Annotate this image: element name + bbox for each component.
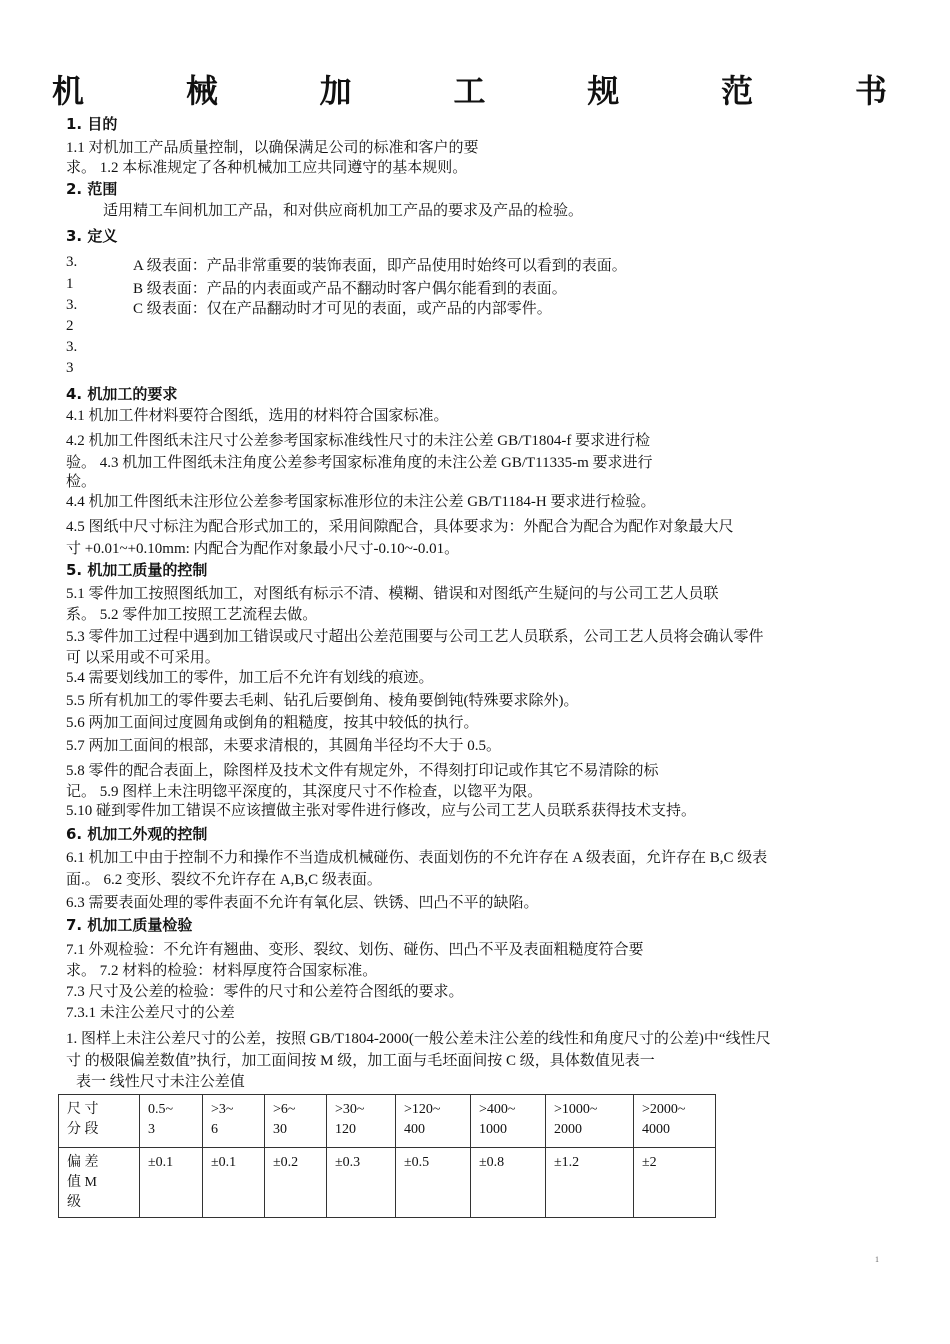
deviation-cell: ±0.1: [140, 1148, 203, 1218]
definition-number: 3.: [66, 339, 78, 355]
title-char: 机: [52, 72, 85, 110]
paragraph-line: 6.3 需要表面处理的零件表面不允许有氧化层、铁锈、凹凸不平的缺陷。: [66, 895, 539, 911]
paragraph-line: 求。 1.2 本标准规定了各种机械加工应共同遵守的基本规则。: [66, 160, 468, 176]
paragraph-line: 系。 5.2 零件加工按照工艺流程去做。: [66, 607, 318, 623]
title-char: 规: [587, 72, 620, 110]
section-heading-quality-control: 5. 机加工质量的控制: [66, 561, 208, 579]
deviation-cell: ±1.2: [546, 1148, 634, 1218]
document-title: [52, 66, 887, 112]
definition-number: 3.: [66, 297, 78, 313]
paragraph-line: 面.。 6.2 变形、裂纹不允许存在 A,B,C 级表面。: [66, 872, 382, 888]
range-cell: >3~ 6: [203, 1095, 265, 1148]
paragraph-line: 5.10 碰到零件加工错误不应该擅做主张对零件进行修改，应与公司工艺人员联系获得技术支持。: [66, 803, 697, 819]
paragraph-line: 6.1 机加工中由于控制不力和操作不当造成机械碰伤、表面划伤的不允许存在 A 级表面，允许存在 B,C 级表: [66, 850, 768, 866]
paragraph-line: 适用精工车间机加工产品，和对供应商机加工产品的要求及产品的检验。: [103, 203, 584, 219]
paragraph-line: 寸 +0.01~+0.10mm: 内配合为配作对象最小尺寸-0.10~-0.01。: [66, 541, 460, 557]
paragraph-line: 求。 7.2 材料的检验：材料厚度符合国家标准。: [66, 963, 378, 979]
table-row-size-range: [59, 1095, 716, 1148]
title-char: 工: [453, 72, 486, 110]
range-cell: >120~ 400: [396, 1095, 471, 1148]
paragraph-line: 7.3 尺寸及公差的检验：零件的尺寸和公差符合图纸的要求。: [66, 984, 464, 1000]
paragraph-line: 4.2 机加工件图纸未注尺寸公差参考国家标准线性尺寸的未注公差 GB/T1804-f 要求进行检: [66, 433, 651, 449]
title-char: 加: [319, 72, 352, 110]
range-cell: >1000~ 2000: [546, 1095, 634, 1148]
paragraph-line: 检。: [66, 474, 97, 490]
table-row-deviation: [59, 1148, 716, 1218]
paragraph-line: 5.8 零件的配合表面上，除图样及技术文件有规定外，不得刻打印记或作其它不易清除的标: [66, 763, 659, 779]
paragraph-line: 4.4 机加工件图纸未注形位公差参考国家标准形位的未注公差 GB/T1184-H 要求进行检验。: [66, 494, 656, 510]
table-caption: 表一 线性尺寸未注公差值: [76, 1074, 245, 1090]
paragraph-line: 验。 4.3 机加工件图纸未注角度公差参考国家标准角度的未注公差 GB/T11335-m 要求进行: [66, 455, 653, 471]
section-heading-definitions: 3. 定义: [66, 227, 118, 245]
paragraph-line: 7.1 外观检验：不允许有翘曲、变形、裂纹、划伤、碰伤、凹凸不平及表面粗糙度符合要: [66, 942, 644, 958]
title-char: 械: [185, 72, 218, 110]
title-char: 范: [721, 72, 754, 110]
paragraph-line: 记。 5.9 图样上未注明锪平深度的，其深度尺寸不作检查，以锪平为限。: [66, 784, 543, 800]
paragraph-line: 4.5 图纸中尺寸标注为配合形式加工的，采用间隙配合，具体要求为：外配合为配合为配作对象最大尺: [66, 519, 734, 535]
paragraph-line: 1.1 对机加工产品质量控制，以确保满足公司的标准和客户的要: [66, 140, 479, 156]
range-cell: >2000~ 4000: [634, 1095, 716, 1148]
definition-number: 1: [66, 276, 74, 292]
definition-number: 3: [66, 360, 74, 376]
paragraph-line: 可 以采用或不可采用。: [66, 650, 220, 666]
paragraph-line: 1. 图样上未注公差尺寸的公差，按照 GB/T1804-2000(一般公差未注公差的线性和角度尺寸的公差)中“线性尺: [66, 1031, 771, 1047]
definition-number: 3.: [66, 254, 78, 270]
paragraph-line: 5.6 两加工面间过度圆角或倒角的粗糙度，按其中较低的执行。: [66, 715, 479, 731]
deviation-cell: ±0.2: [265, 1148, 327, 1218]
row-header-deviation: 偏 差 值 M 级: [59, 1148, 140, 1218]
paragraph-line: 4.1 机加工件材料要符合图纸，选用的材料符合国家标准。: [66, 408, 449, 424]
paragraph-line: 5.4 需要划线加工的零件，加工后不允许有划线的痕迹。: [66, 670, 434, 686]
deviation-cell: ±0.8: [471, 1148, 546, 1218]
deviation-cell: ±0.3: [327, 1148, 396, 1218]
paragraph-line: 5.5 所有机加工的零件要去毛刺、钻孔后要倒角、棱角要倒钝(特殊要求除外)。: [66, 693, 579, 709]
paragraph-line: 5.7 两加工面间的根部，未要求清根的，其圆角半径均不大于 0.5。: [66, 738, 502, 754]
row-header-size-range: 尺 寸 分 段: [59, 1095, 140, 1148]
range-cell: >6~ 30: [265, 1095, 327, 1148]
page-number: 1: [875, 1255, 879, 1264]
section-heading-appearance: 6. 机加工外观的控制: [66, 825, 208, 843]
definition-number: 2: [66, 318, 74, 334]
deviation-cell: ±0.1: [203, 1148, 265, 1218]
title-char: 书: [854, 72, 887, 110]
section-heading-purpose: 1. 目的: [66, 115, 118, 133]
definition-a-surface: A 级表面：产品非常重要的装饰表面，即产品使用时始终可以看到的表面。: [133, 258, 627, 274]
section-heading-inspection: 7. 机加工质量检验: [66, 916, 193, 934]
section-heading-requirements: 4. 机加工的要求: [66, 385, 178, 403]
range-cell: >30~ 120: [327, 1095, 396, 1148]
paragraph-line: 5.3 零件加工过程中遇到加工错误或尺寸超出公差范围要与公司工艺人员联系，公司工艺人员将会确认零件: [66, 629, 764, 645]
range-cell: >400~ 1000: [471, 1095, 546, 1148]
deviation-cell: ±2: [634, 1148, 716, 1218]
range-cell: 0.5~ 3: [140, 1095, 203, 1148]
paragraph-line: 7.3.1 未注公差尺寸的公差: [66, 1005, 235, 1021]
tolerance-table: [58, 1094, 716, 1218]
section-heading-scope: 2. 范围: [66, 180, 118, 198]
paragraph-line: 寸 的极限偏差数值”执行，加工面间按 M 级，加工面与毛坯面间按 C 级，具体数值见表一: [66, 1053, 655, 1069]
definition-b-surface: B 级表面：产品的内表面或产品不翻动时客户偶尔能看到的表面。: [133, 281, 567, 297]
deviation-cell: ±0.5: [396, 1148, 471, 1218]
paragraph-line: 5.1 零件加工按照图纸加工，对图纸有标示不清、模糊、错误和对图纸产生疑问的与公司工艺人员联: [66, 586, 719, 602]
definition-c-surface: C 级表面：仅在产品翻动时才可见的表面，或产品的内部零件。: [133, 301, 552, 317]
